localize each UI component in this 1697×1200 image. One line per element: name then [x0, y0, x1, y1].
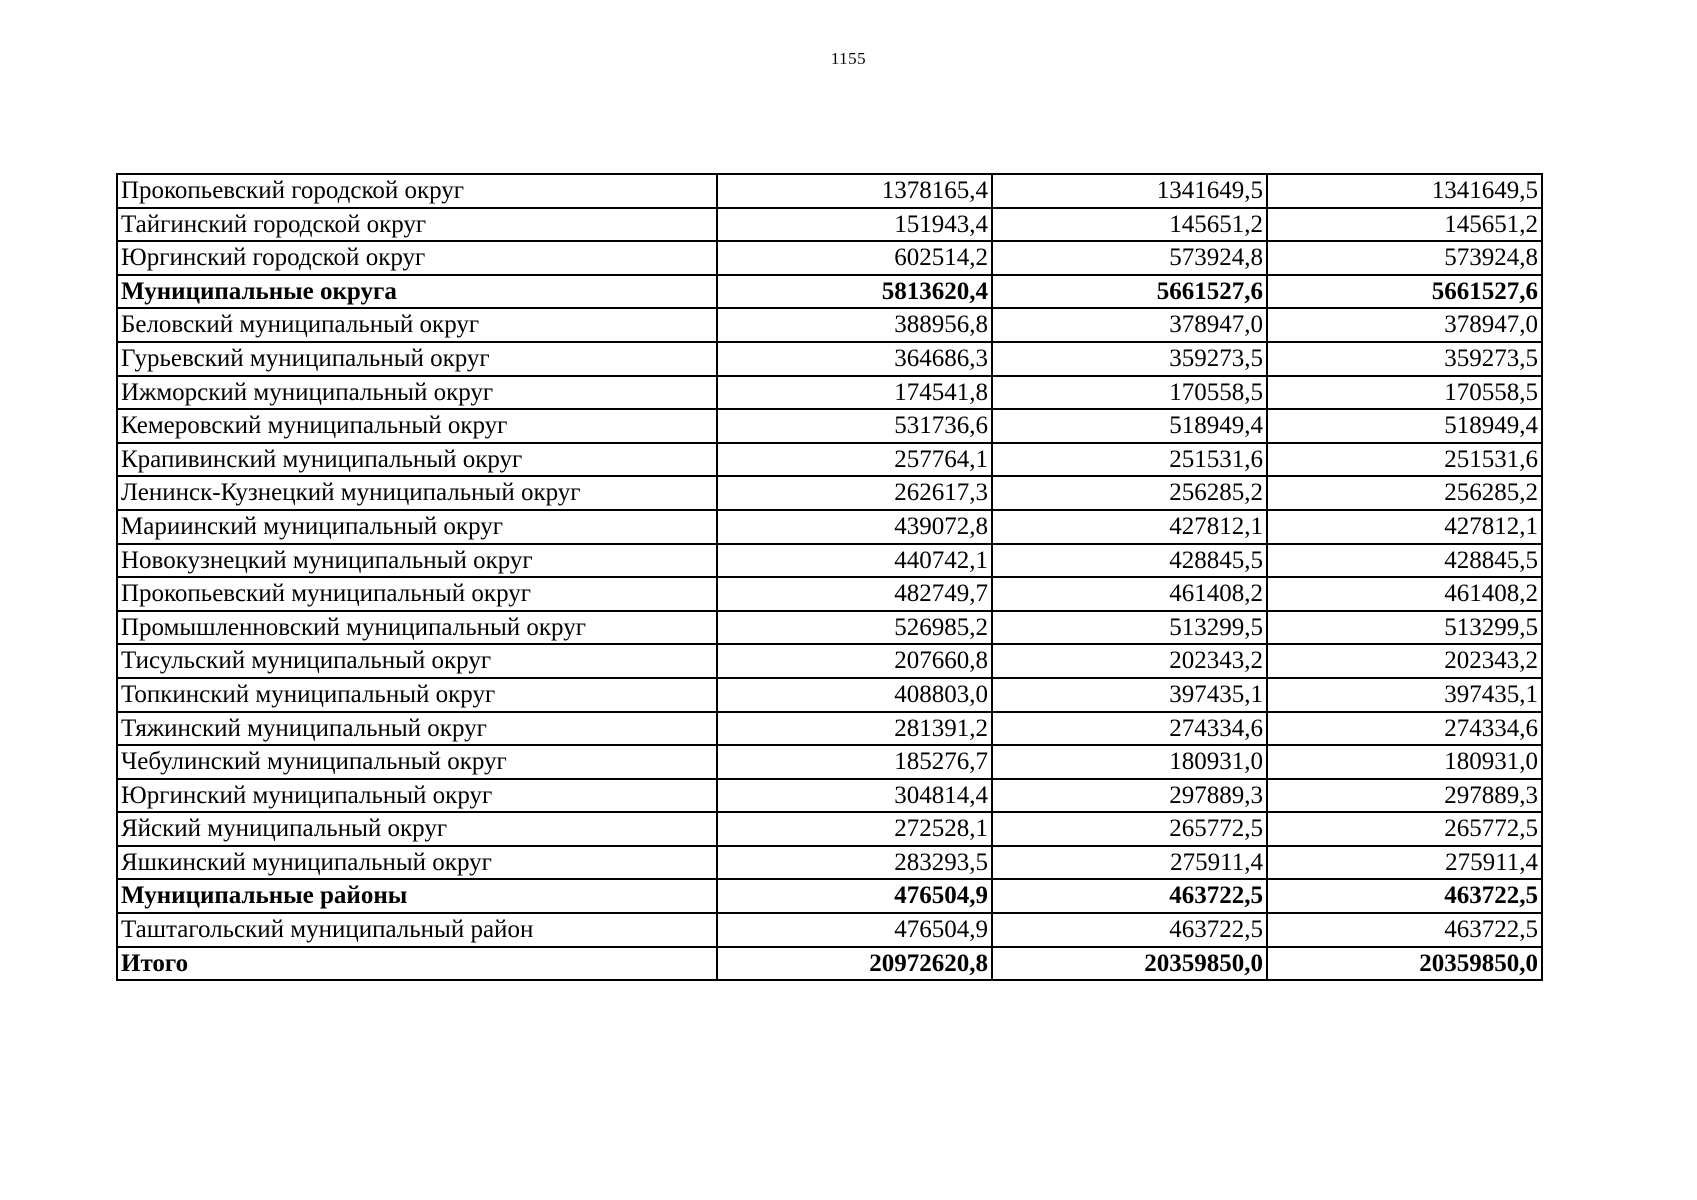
- value-cell-col1: 602514,2: [717, 241, 992, 275]
- row-name-cell: Кемеровский муниципальный округ: [117, 409, 717, 443]
- table-row: [117, 510, 1542, 544]
- row-name-cell: Топкинский муниципальный округ: [117, 678, 717, 712]
- value-cell-col3: 461408,2: [1267, 577, 1542, 611]
- value-cell-col2: 428845,5: [992, 544, 1267, 578]
- value-cell-col1: 482749,7: [717, 577, 992, 611]
- row-name-cell: Чебулинский муниципальный округ: [117, 745, 717, 779]
- value-cell-col3: 274334,6: [1267, 712, 1542, 746]
- table-row: [117, 846, 1542, 880]
- value-cell-col2: 256285,2: [992, 476, 1267, 510]
- row-name-cell: Ижморский муниципальный округ: [117, 376, 717, 410]
- row-name-cell: Яйский муниципальный округ: [117, 812, 717, 846]
- table-row-subtotal: [117, 879, 1542, 913]
- value-cell-col3: 265772,5: [1267, 812, 1542, 846]
- value-cell-col2: 5661527,6: [992, 275, 1267, 309]
- value-cell-col1: 526985,2: [717, 611, 992, 645]
- table-row-subtotal: [117, 947, 1542, 981]
- value-cell-col1: 5813620,4: [717, 275, 992, 309]
- value-cell-col1: 408803,0: [717, 678, 992, 712]
- value-cell-col3: 5661527,6: [1267, 275, 1542, 309]
- row-name-cell: Итого: [117, 947, 717, 981]
- value-cell-col2: 518949,4: [992, 409, 1267, 443]
- value-cell-col1: 476504,9: [717, 879, 992, 913]
- value-cell-col3: 359273,5: [1267, 342, 1542, 376]
- value-cell-col1: 531736,6: [717, 409, 992, 443]
- table-row: [117, 678, 1542, 712]
- row-name-cell: Юргинский городской округ: [117, 241, 717, 275]
- row-name-cell: Ленинск-Кузнецкий муниципальный округ: [117, 476, 717, 510]
- row-name-cell: Прокопьевский городской округ: [117, 174, 717, 208]
- table-row: [117, 577, 1542, 611]
- row-name-cell: Тяжинский муниципальный округ: [117, 712, 717, 746]
- value-cell-col2: 378947,0: [992, 308, 1267, 342]
- table-row: [117, 241, 1542, 275]
- value-cell-col2: 275911,4: [992, 846, 1267, 880]
- value-cell-col2: 274334,6: [992, 712, 1267, 746]
- table-row: [117, 611, 1542, 645]
- table-row: [117, 308, 1542, 342]
- value-cell-col2: 427812,1: [992, 510, 1267, 544]
- value-cell-col1: 272528,1: [717, 812, 992, 846]
- value-cell-col2: 20359850,0: [992, 947, 1267, 981]
- table-row: [117, 779, 1542, 813]
- value-cell-col2: 463722,5: [992, 913, 1267, 947]
- value-cell-col2: 145651,2: [992, 208, 1267, 242]
- row-name-cell: Беловский муниципальный округ: [117, 308, 717, 342]
- value-cell-col3: 513299,5: [1267, 611, 1542, 645]
- value-cell-col3: 145651,2: [1267, 208, 1542, 242]
- value-cell-col2: 297889,3: [992, 779, 1267, 813]
- page-number: 1155: [830, 49, 867, 68]
- table-row-subtotal: [117, 275, 1542, 309]
- value-cell-col1: 388956,8: [717, 308, 992, 342]
- row-name-cell: Тисульский муниципальный округ: [117, 644, 717, 678]
- table-row: [117, 409, 1542, 443]
- table-row: [117, 544, 1542, 578]
- value-cell-col3: 275911,4: [1267, 846, 1542, 880]
- value-cell-col1: 185276,7: [717, 745, 992, 779]
- value-cell-col1: 207660,8: [717, 644, 992, 678]
- value-cell-col3: 251531,6: [1267, 443, 1542, 477]
- table-row: [117, 342, 1542, 376]
- table-row: [117, 208, 1542, 242]
- value-cell-col3: 256285,2: [1267, 476, 1542, 510]
- value-cell-col1: 1378165,4: [717, 174, 992, 208]
- value-cell-col1: 174541,8: [717, 376, 992, 410]
- row-name-cell: Муниципальные округа: [117, 275, 717, 309]
- table-row: [117, 812, 1542, 846]
- value-cell-col1: 257764,1: [717, 443, 992, 477]
- row-name-cell: Муниципальные районы: [117, 879, 717, 913]
- value-cell-col3: 428845,5: [1267, 544, 1542, 578]
- value-cell-col2: 359273,5: [992, 342, 1267, 376]
- value-cell-col2: 1341649,5: [992, 174, 1267, 208]
- row-name-cell: Таштагольский муниципальный район: [117, 913, 717, 947]
- row-name-cell: Прокопьевский муниципальный округ: [117, 577, 717, 611]
- value-cell-col3: 378947,0: [1267, 308, 1542, 342]
- value-cell-col1: 151943,4: [717, 208, 992, 242]
- value-cell-col3: 518949,4: [1267, 409, 1542, 443]
- table-row: [117, 913, 1542, 947]
- row-name-cell: Яшкинский муниципальный округ: [117, 846, 717, 880]
- value-cell-col3: 463722,5: [1267, 879, 1542, 913]
- table-row: [117, 376, 1542, 410]
- value-cell-col3: 427812,1: [1267, 510, 1542, 544]
- value-cell-col1: 283293,5: [717, 846, 992, 880]
- table-body: [117, 174, 1542, 980]
- value-cell-col2: 463722,5: [992, 879, 1267, 913]
- row-name-cell: Мариинский муниципальный округ: [117, 510, 717, 544]
- row-name-cell: Крапивинский муниципальный округ: [117, 443, 717, 477]
- value-cell-col1: 364686,3: [717, 342, 992, 376]
- value-cell-col1: 281391,2: [717, 712, 992, 746]
- value-cell-col3: 180931,0: [1267, 745, 1542, 779]
- table-row: [117, 712, 1542, 746]
- value-cell-col3: 397435,1: [1267, 678, 1542, 712]
- value-cell-col1: 476504,9: [717, 913, 992, 947]
- value-cell-col2: 513299,5: [992, 611, 1267, 645]
- value-cell-col2: 265772,5: [992, 812, 1267, 846]
- row-name-cell: Промышленновский муниципальный округ: [117, 611, 717, 645]
- table-row: [117, 476, 1542, 510]
- row-name-cell: Новокузнецкий муниципальный округ: [117, 544, 717, 578]
- value-cell-col3: 573924,8: [1267, 241, 1542, 275]
- table-row: [117, 644, 1542, 678]
- value-cell-col3: 170558,5: [1267, 376, 1542, 410]
- value-cell-col1: 440742,1: [717, 544, 992, 578]
- table-row: [117, 174, 1542, 208]
- value-cell-col3: 463722,5: [1267, 913, 1542, 947]
- table-row: [117, 443, 1542, 477]
- value-cell-col1: 439072,8: [717, 510, 992, 544]
- value-cell-col3: 202343,2: [1267, 644, 1542, 678]
- budget-table: [116, 173, 1543, 981]
- value-cell-col2: 461408,2: [992, 577, 1267, 611]
- value-cell-col2: 180931,0: [992, 745, 1267, 779]
- value-cell-col1: 262617,3: [717, 476, 992, 510]
- row-name-cell: Гурьевский муниципальный округ: [117, 342, 717, 376]
- table-row: [117, 745, 1542, 779]
- value-cell-col1: 20972620,8: [717, 947, 992, 981]
- value-cell-col2: 397435,1: [992, 678, 1267, 712]
- value-cell-col2: 573924,8: [992, 241, 1267, 275]
- row-name-cell: Тайгинский городской округ: [117, 208, 717, 242]
- value-cell-col2: 170558,5: [992, 376, 1267, 410]
- value-cell-col2: 251531,6: [992, 443, 1267, 477]
- value-cell-col3: 1341649,5: [1267, 174, 1542, 208]
- value-cell-col2: 202343,2: [992, 644, 1267, 678]
- row-name-cell: Юргинский муниципальный округ: [117, 779, 717, 813]
- value-cell-col3: 20359850,0: [1267, 947, 1542, 981]
- value-cell-col1: 304814,4: [717, 779, 992, 813]
- value-cell-col3: 297889,3: [1267, 779, 1542, 813]
